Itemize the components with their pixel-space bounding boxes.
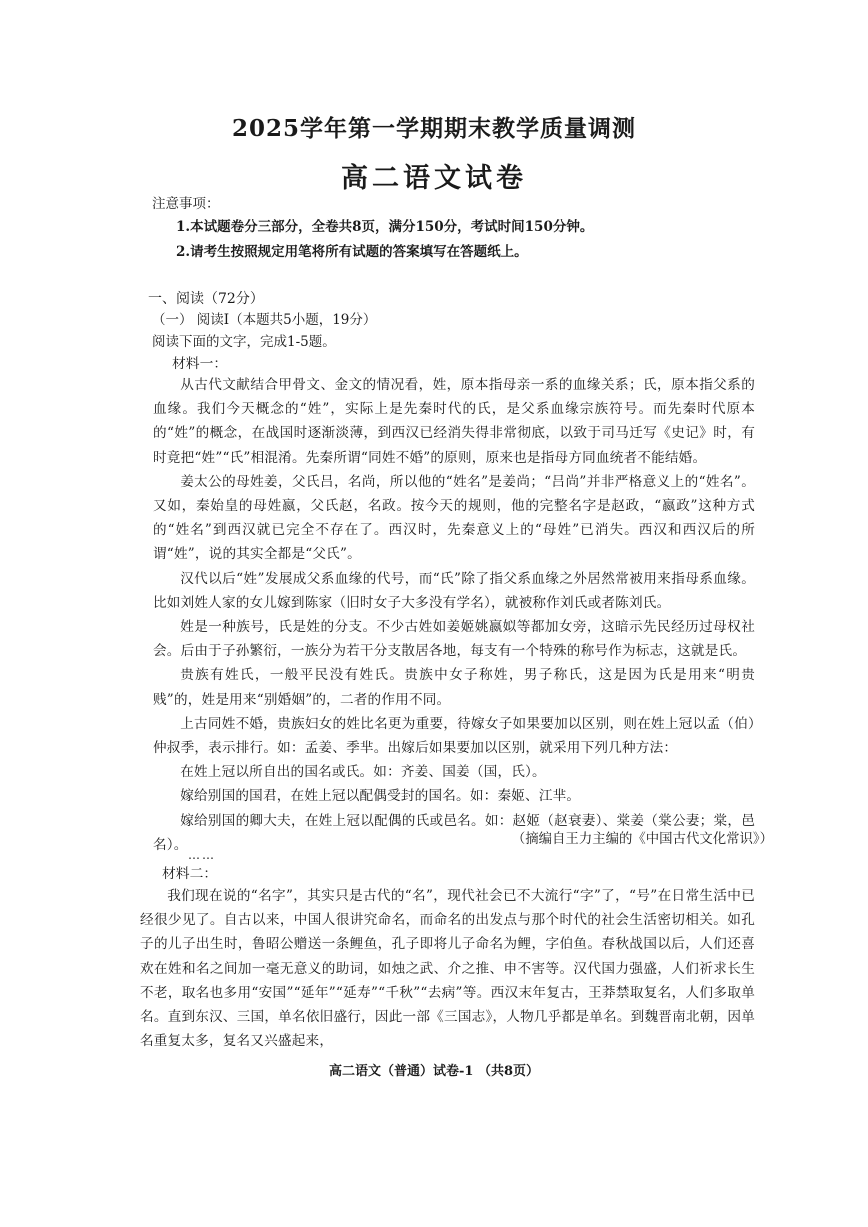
material-1-paragraph: 姓是一种族号，氏是姓的分支。不少古姓如姜姬姚嬴姒等都加女旁，这暗示先民经历过母权社会。后由于子孙繁衍，一族分为若干分支散居各地，每支有一个特殊的称号作为标志，这就是氏。 [153, 619, 755, 660]
ellipsis: …… [188, 848, 216, 862]
notice-item-2: 2.请考生按照规定用笔将所有试题的答案填写在答题纸上。 [176, 244, 528, 260]
material-2-body [140, 884, 755, 1053]
material-1-paragraph: 贵族有姓氏，一般平民没有姓氏。贵族中女子称姓，男子称氏，这是因为氏是用来“明贵贱”的，姓是用来“别婚姻”的，二者的作用不同。 [153, 667, 755, 708]
exam-title: 2025学年第一学期期末教学质量调测 [231, 115, 636, 142]
material-1-paragraph: 姜太公的母姓姜，父氏吕，名尚，所以他的“姓名”是姜尚；“吕尚”并非严格意义上的“姓名”。又如，秦始皇的母姓嬴，父氏赵，名政。按今天的规则，他的完整名字是赵政，“嬴政”这种方式的“姓名”到西汉就已完全不存在了。西汉时，先秦意义上的“母姓”已消失。西汉和西汉后的所谓“姓”，说的其实全都是“父氏”。 [153, 473, 755, 563]
material-1-source: （摘编自王力主编的《中国古代文化常识》） [511, 832, 773, 847]
exam-subtitle: 高二语文试卷 [341, 163, 527, 194]
page-footer: 高二语文（普通）试卷-1 （共8页） [328, 1064, 539, 1079]
material-1-paragraph: 上古同姓不婚，贵族妇女的姓比名更为重要，待嫁女子如果要加以区别，则在姓上冠以孟（伯）仲叔季，表示排行。如：孟姜、季芈。出嫁后如果要加以区别，就采用下列几种方法： [153, 715, 755, 757]
material-1-label: 材料一： [172, 356, 228, 372]
part-title: （一） 阅读Ⅰ（本题共5小题，19分） [152, 312, 377, 328]
material-1-paragraph: 在姓上冠以所自出的国名或氏。如：齐姜、国姜（国，氏）。 [180, 764, 546, 781]
material-2-paragraph: 我们现在说的“名字”，其实只是古代的“名”，现代社会已不大流行“字”了，“号”在日常生活中已经很少见了。自古以来，中国人很讲究命名，而命名的出发点与那个时代的社会生活密切相关。如孔子的儿子出生时，鲁昭公赠送一条鲤鱼，孔子即将儿子命名为鲤，字伯鱼。春秋战国以后，人们还喜欢在姓和名之间加一毫无意义的助词，如烛之武、介之推、申不害等。汉代国力强盛，人们祈求长生不老，取名也多用“安国”“延年”“延寿”“千秋”“去病”等。西汉末年复古，王莽禁取复名，人们多取单名。直到东汉、三国，单名依旧盛行，因此一部《三国志》，人物几乎都是单名。到魏晋南北朝，因单名重复太多，复名又兴盛起来， [140, 888, 755, 1050]
material-1-paragraph: 汉代以后“姓”发展成父系血缘的代号，而“氏”除了指父系血缘之外居然常被用来指母系血缘。比如刘姓人家的女儿嫁到陈家（旧时女子大多没有学名），就被称作刘氏或者陈刘氏。 [153, 570, 755, 611]
material-2-label: 材料二： [162, 866, 218, 882]
notice-heading: 注意事项： [152, 196, 220, 212]
material-1-paragraph: 从古代文献结合甲骨文、金文的情况看，姓，原本指母亲一系的血缘关系；氏，原本指父系的血缘。我们今天概念的“姓”，实际上是先秦时代的氏，是父系血缘宗族符号。而先秦时代原本的“姓”的概念，在战国时逐渐淡薄，到西汉已经消失得非常彻底，以致于司马迁写《史记》时，有时竟把“姓”“氏”相混淆。先秦所谓“同姓不婚”的原则，原来也是指母方同血统者不能结婚。 [153, 377, 755, 466]
material-1-paragraph: 嫁给别国的卿大夫，在姓上冠以配偶的氏或邑名。如：赵姬（赵衰妻）、棠姜（棠公妻；棠，邑名）。 [153, 812, 755, 853]
material-1-paragraph: 嫁给别国的国君，在姓上冠以配偶受封的国名。如：秦姬、江芈。 [180, 788, 581, 805]
section-title: 一、阅读（72分） [148, 291, 264, 307]
notice-item-1: 1.本试题卷分三部分，全卷共8页，满分150分，考试时间150分钟。 [176, 219, 594, 235]
material-1-body [153, 373, 755, 857]
part-instruction: 阅读下面的文字，完成1-5题。 [152, 334, 336, 350]
